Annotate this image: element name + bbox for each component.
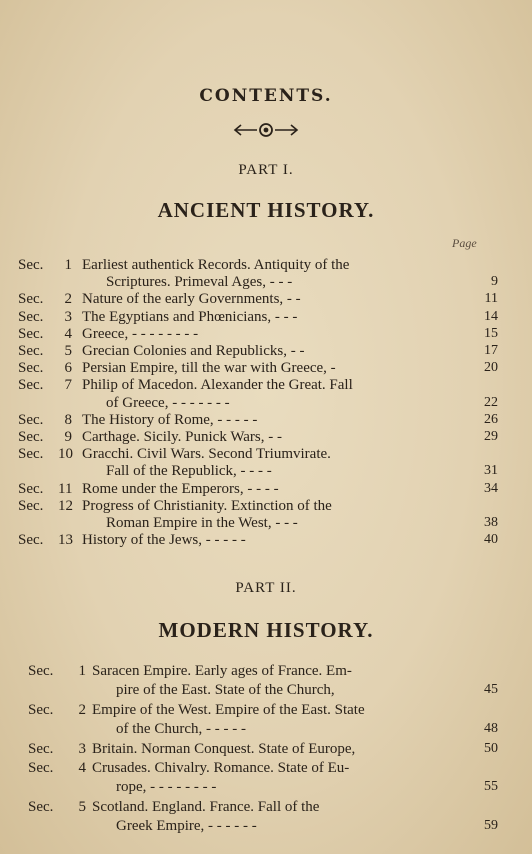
page-number: 55 bbox=[484, 779, 498, 795]
toc-line bbox=[0, 394, 532, 412]
page-number: 59 bbox=[484, 818, 498, 834]
section-prefix: Sec. bbox=[18, 257, 44, 273]
toc-line bbox=[0, 514, 532, 532]
section-prefix: Sec. bbox=[28, 760, 54, 776]
page-number: 26 bbox=[484, 411, 498, 427]
section-number: 1 bbox=[78, 663, 86, 679]
page-number: 38 bbox=[484, 515, 498, 530]
toc-line bbox=[0, 778, 532, 796]
section-number: 2 bbox=[64, 291, 72, 308]
toc-line bbox=[0, 445, 532, 463]
toc-line bbox=[0, 798, 532, 816]
section-title: Saracen Empire. Early ages of France. Em- bbox=[92, 663, 352, 679]
section-number: 3 bbox=[78, 740, 86, 757]
section-prefix: Sec. bbox=[18, 291, 44, 308]
section-title: Greece, - - - - - - - - bbox=[82, 325, 199, 342]
section-prefix: Sec. bbox=[18, 325, 44, 342]
toc-line bbox=[0, 428, 532, 446]
section-title: The Egyptians and Phœnicians, - - - bbox=[82, 308, 298, 325]
toc-line bbox=[0, 376, 532, 394]
section-number: 6 bbox=[64, 360, 72, 377]
section-title: Carthage. Sicily. Punick Wars, - - bbox=[82, 429, 283, 445]
part2-title: MODERN HISTORY. bbox=[158, 618, 374, 642]
section-number: 10 bbox=[58, 446, 73, 463]
ornament-icon bbox=[231, 122, 301, 138]
section-title: Fall of the Republick, - - - - bbox=[106, 463, 272, 480]
toc-line bbox=[0, 662, 532, 680]
toc-line bbox=[0, 681, 532, 699]
section-number: 1 bbox=[64, 257, 72, 273]
section-title: rope, - - - - - - - - bbox=[116, 779, 217, 796]
section-prefix: Sec. bbox=[28, 798, 54, 815]
page-number: 34 bbox=[484, 480, 498, 496]
section-title: Grecian Colonies and Republicks, - - bbox=[82, 343, 305, 359]
section-title: of the Church, - - - - - bbox=[116, 721, 246, 738]
section-prefix: Sec. bbox=[18, 377, 44, 394]
section-title: Scotland. England. France. Fall of the bbox=[92, 798, 320, 815]
section-number: 8 bbox=[64, 411, 72, 428]
page-number: 14 bbox=[484, 308, 498, 324]
section-prefix: Sec. bbox=[18, 532, 44, 549]
toc-line bbox=[0, 325, 532, 343]
section-number: 7 bbox=[64, 377, 72, 394]
page-number: 15 bbox=[484, 325, 498, 341]
section-title: Empire of the West. Empire of the East. State bbox=[92, 701, 365, 718]
section-prefix: Sec. bbox=[18, 360, 44, 377]
toc-line bbox=[0, 531, 532, 549]
page-number: 50 bbox=[484, 740, 498, 756]
toc-line bbox=[0, 740, 532, 758]
part1-title: ANCIENT HISTORY. bbox=[157, 198, 375, 222]
toc-line bbox=[0, 720, 532, 738]
ornament-divider bbox=[0, 122, 532, 143]
page-number: 31 bbox=[484, 463, 498, 479]
section-number: 2 bbox=[78, 701, 86, 718]
section-number: 4 bbox=[64, 325, 72, 342]
section-prefix: Sec. bbox=[18, 308, 44, 325]
page-column-label: Page bbox=[452, 236, 477, 250]
section-title: Persian Empire, till the war with Greece, - bbox=[82, 360, 336, 377]
section-title: Roman Empire in the West, - - - bbox=[106, 515, 298, 531]
section-prefix: Sec. bbox=[18, 446, 44, 463]
page-number: 29 bbox=[484, 429, 498, 444]
toc-line bbox=[0, 290, 532, 308]
page-number: 40 bbox=[484, 532, 498, 548]
section-number: 5 bbox=[64, 343, 72, 359]
toc-line bbox=[0, 273, 532, 291]
section-title: of Greece, - - - - - - - bbox=[106, 394, 230, 411]
page-number: 20 bbox=[484, 360, 498, 376]
page-number: 45 bbox=[484, 682, 498, 698]
page-number: 17 bbox=[484, 343, 498, 358]
toc-line bbox=[0, 701, 532, 719]
section-title: Gracchi. Civil Wars. Second Triumvirate. bbox=[82, 446, 331, 463]
section-prefix: Sec. bbox=[28, 663, 54, 679]
section-number: 13 bbox=[58, 532, 73, 549]
toc-line bbox=[0, 359, 532, 377]
section-number: 5 bbox=[78, 798, 86, 815]
section-prefix: Sec. bbox=[18, 480, 44, 497]
section-number: 4 bbox=[78, 760, 86, 776]
section-title: Greek Empire, - - - - - - bbox=[116, 818, 257, 835]
page-number: 22 bbox=[484, 394, 498, 410]
section-title: Earliest authentick Records. Antiquity of the bbox=[82, 257, 350, 273]
section-number: 9 bbox=[64, 429, 72, 445]
toc-line bbox=[0, 411, 532, 429]
toc-line bbox=[0, 480, 532, 498]
section-title: Rome under the Emperors, - - - - bbox=[82, 480, 279, 497]
contents-title: CONTENTS. bbox=[199, 86, 333, 106]
section-prefix: Sec. bbox=[18, 343, 44, 359]
toc-line bbox=[0, 342, 532, 360]
section-number: 12 bbox=[58, 497, 73, 514]
page-number: 48 bbox=[484, 721, 498, 737]
section-prefix: Sec. bbox=[18, 429, 44, 445]
section-title: Nature of the early Governments, - - bbox=[82, 291, 301, 308]
section-title: History of the Jews, - - - - - bbox=[82, 532, 246, 549]
section-title: Philip of Macedon. Alexander the Great. Fall bbox=[82, 377, 353, 394]
section-title: Crusades. Chivalry. Romance. State of Eu- bbox=[92, 760, 350, 776]
toc-line bbox=[0, 462, 532, 480]
page-number: 9 bbox=[491, 274, 498, 290]
section-title: Scriptures. Primeval Ages, - - - bbox=[106, 274, 293, 291]
section-number: 3 bbox=[64, 308, 72, 325]
section-title: pire of the East. State of the Church, bbox=[116, 682, 335, 699]
toc-line bbox=[0, 256, 532, 274]
section-prefix: Sec. bbox=[28, 701, 54, 718]
page-number: 11 bbox=[484, 291, 498, 307]
section-title: Britain. Norman Conquest. State of Europe, bbox=[92, 740, 356, 757]
part2-label: PART II. bbox=[235, 580, 297, 596]
toc-line bbox=[0, 817, 532, 835]
toc-line bbox=[0, 759, 532, 777]
section-number: 11 bbox=[58, 480, 73, 497]
toc-line bbox=[0, 308, 532, 326]
section-prefix: Sec. bbox=[28, 740, 54, 757]
section-prefix: Sec. bbox=[18, 411, 44, 428]
part1-label: PART I. bbox=[238, 162, 294, 178]
section-prefix: Sec. bbox=[18, 497, 44, 514]
section-title: Progress of Christianity. Extinction of the bbox=[82, 497, 332, 514]
section-title: The History of Rome, - - - - - bbox=[82, 411, 258, 428]
toc-line bbox=[0, 497, 532, 515]
